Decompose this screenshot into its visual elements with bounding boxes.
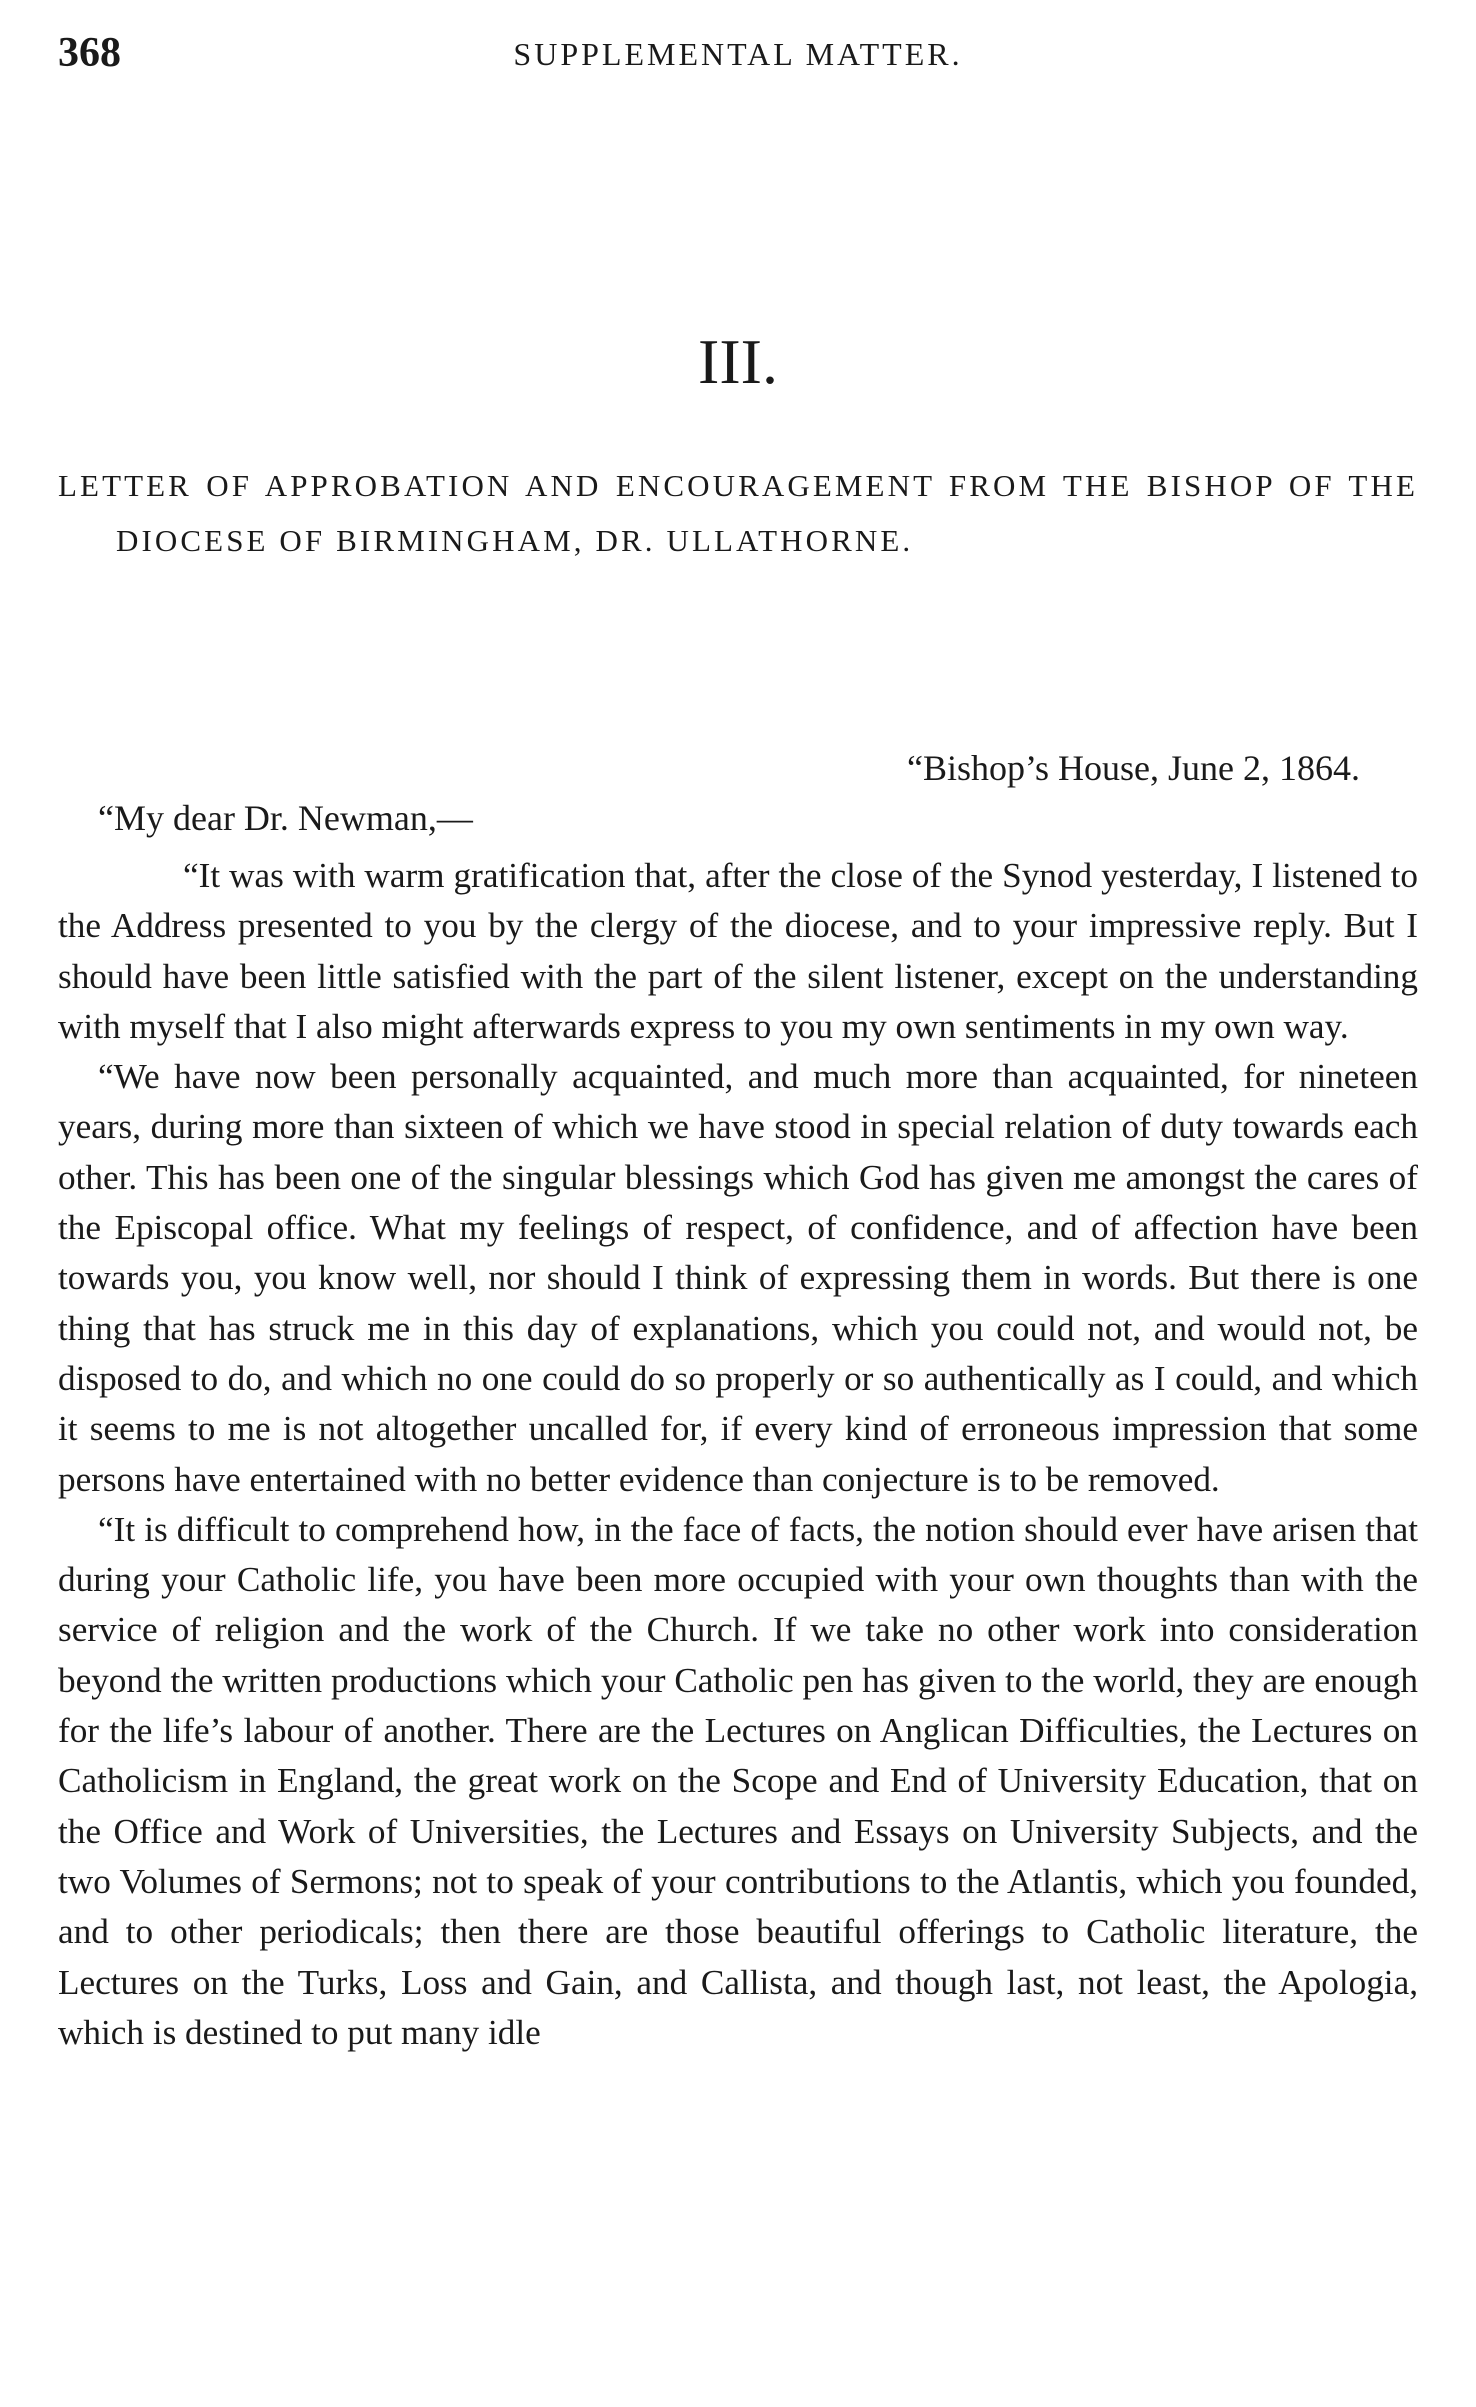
running-title: SUPPLEMENTAL MATTER. xyxy=(513,36,963,72)
letter-paragraph: “We have now been personally acquainted, and much more than acquainted, for nineteen years, during more than sixteen of which we have stood in special relation of duty towards each other. This has been one of the singular blessings which God has given me amongst the cares of the Episcopal office. What my feelings of respect, of confidence, and of affection have been towards you, you know well, nor should I think of expressing them in words. But there is one thing that has struck me in this day of explanations, which you could not, and would not, be disposed to do, and which no one could do so properly or so authentically as I could, and which it seems to me is not altogether uncalled for, if every kind of erroneous impression that some persons have entertained with no better evidence than conjecture is to be removed. xyxy=(58,1057,1418,1499)
section-number: III. xyxy=(698,326,778,397)
letter-salutation: “My dear Dr. Newman,— xyxy=(98,798,473,838)
book-page xyxy=(58,0,1418,2407)
letter-paragraph: “It is difficult to comprehend how, in the face of facts, the notion should ever have arisen that during your Catholic life, you have been more occupied with your own thoughts than with the service of religion and the work of the Church. If we take no other work into consideration beyond the written productions which your Catholic pen has given to the world, they are enough for the life’s labour of another. There are the Lectures on Anglican Difficulties, the Lectures on Catholicism in England, the great work on the Scope and End of University Education, that on the Office and Work of Universities, the Lectures and Essays on University Subjects, and the two Volumes of Sermons; not to speak of your contributions to the Atlantis, which you founded, and to other periodicals; then there are those beautiful offerings to Catholic literature, the Lectures on the Turks, Loss and Gain, and Callista, and though last, not least, the Apologia, which is destined to put many idle xyxy=(58,1509,1418,2052)
section-heading: LETTER OF APPROBATION AND ENCOURAGEMENT FROM THE BISHOP OF THE DIOCESE OF BIRMINGHAM, DR. ULLATHORNE. xyxy=(58,468,1418,558)
letter-dateline: “Bishop’s House, June 2, 1864. xyxy=(907,748,1360,788)
letter-body xyxy=(58,851,1418,2058)
running-head xyxy=(58,28,1418,78)
page-number: 368 xyxy=(58,30,121,76)
letter-paragraph: “It was with warm gratification that, after the close of the Synod yesterday, I listened to the Address presented to you by the clergy of the diocese, and to your impressive reply. But I should have been little satisfied with the part of the silent listener, except on the understanding with myself that I also might afterwards express to you my own sentiments in my own way. xyxy=(58,856,1418,1046)
